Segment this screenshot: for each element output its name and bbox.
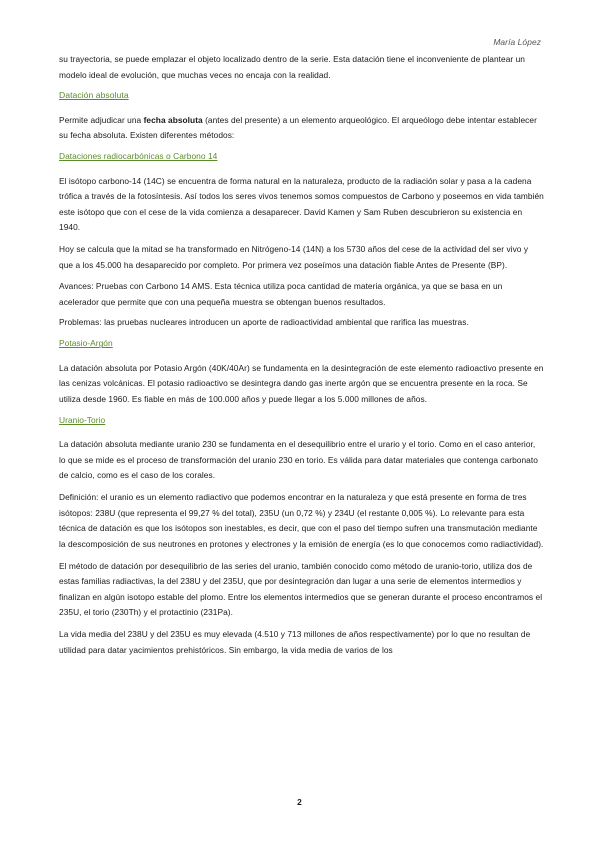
carbono-paragraph-4: Problemas: las pruebas nucleares introducen un aporte de radioactividad ambiental que rarifica las muestras. [59, 317, 469, 328]
intro-paragraph: su trayectoria, se puede emplazar el objeto localizado dentro de la serie. Esta datación tiene el inconveniente de plantear un modelo ideal de evolución, que muchas veces no encaja con la realidad. [59, 54, 525, 80]
uranio-paragraph-1: La datación absoluta mediante uranio 230 se fundamenta en el desequilibrio entre el urario y el torio. Como en el caso anterior, lo que se mide es el proceso de transformación del uranio 230 en torio. Es válida para datar materiales que contenga carbonato de calcio, como es el caso de los corales. [59, 438, 538, 481]
carbono-paragraph-3: Avances: Pruebas con Carbono 14 AMS. Esta técnica utiliza poca cantidad de materia orgánica, ya que se basa en un acelerador que permite que con una pequeña muestra se obtengan buenos resultados. [59, 281, 503, 308]
uranio-paragraph-3: El método de datación por desequilibrio de las series del uranio, también conocido como método de uranio-torio, utiliza dos de estas familias radiactivas, la del 238U y del 235U, que por desintegración dan lugar a una serie de elementos intermedios y finalizan en algún isotopo estable del plomo. Entre los elementos intermedios que se generan durante el proceso encontramos el 235U, el torio (230Th) y el protactinio (231Pa). [59, 560, 543, 618]
heading-datacion-absoluta: Datación absoluta [59, 90, 129, 101]
absoluta-bold-term: fecha absoluta [143, 114, 203, 125]
carbono-paragraph-2: Hoy se calcula que la mitad se ha transformado en Nitrógeno-14 (14N) a los 5730 años del cese de la actividad del ser vivo y que a los 45.000 ha desaparecido por completo. Por primera vez poseímos una datación fiable Antes de Presente (BP). [59, 244, 529, 270]
header-author: María López [493, 37, 541, 47]
page-number: 2 [297, 797, 302, 807]
heading-carbono-14: Dataciones radiocarbónicas o Carbono 14 [59, 151, 218, 162]
absoluta-text-after: (antes del presente) a un elemento arqueológico. El arqueólogo debe intentar establecer su fecha absoluta. Existen diferentes métodos: [59, 114, 537, 141]
uranio-paragraph-4: La vida media del 238U y del 235U es muy elevada (4.510 y 713 millones de años respectivamente) por lo que no resultan de utilidad para datar yacimientos prehistóricos. Sin embargo, la vida media de varios de los [59, 629, 531, 655]
absoluta-paragraph [59, 113, 544, 144]
potasio-paragraph-1: La datación absoluta por Potasio Argón (40K/40Ar) se fundamenta en la desintegración de este elemento radioactivo presente en las cenizas volcánicas. El potasio radioactivo se desintegra dando gas inerte argón que se encuentra presente en la roca. Se utiliza desde 1960. Es fiable en más de 100.000 años y puede llegar a los 5.000 millones de años. [59, 362, 544, 404]
heading-uranio-torio: Uranio-Torio [59, 414, 106, 425]
heading-potasio-argon: Potasio-Argón [59, 338, 113, 349]
carbono-paragraph-1: El isótopo carbono-14 (14C) se encuentra de forma natural en la naturaleza, producto de la radiación solar y pasa a la cadena trófica a través de la fotosíntesis. Así todos los seres vivos tenemos somos compuestos de Carbono y poseemos en vida también este isótopo que con el cese de la vida comienza a desaparecer. David Kamen y Sam Ruben descubrieron su existencia en 1940. [59, 175, 544, 233]
absoluta-text-before: Permite adjudicar una [59, 114, 144, 125]
uranio-paragraph-2: Definición: el uranio es un elemento radiactivo que podemos encontrar en la naturaleza y que está presente en forma de tres isótopos: 238U (que representa el 99,27 % del total), 235U (un 0,72 %) y 234U (el restante 0,005 %). Lo relevante para esta técnica de datación es que los isótopos son inestables, es decir, que con el paso del tiempo sufren una transmutación mediante la descomposición de sus neutrones en protones y electrones y la emisión de energía (es lo que conocemos como radiactividad). [59, 491, 544, 549]
document-body [59, 52, 544, 664]
